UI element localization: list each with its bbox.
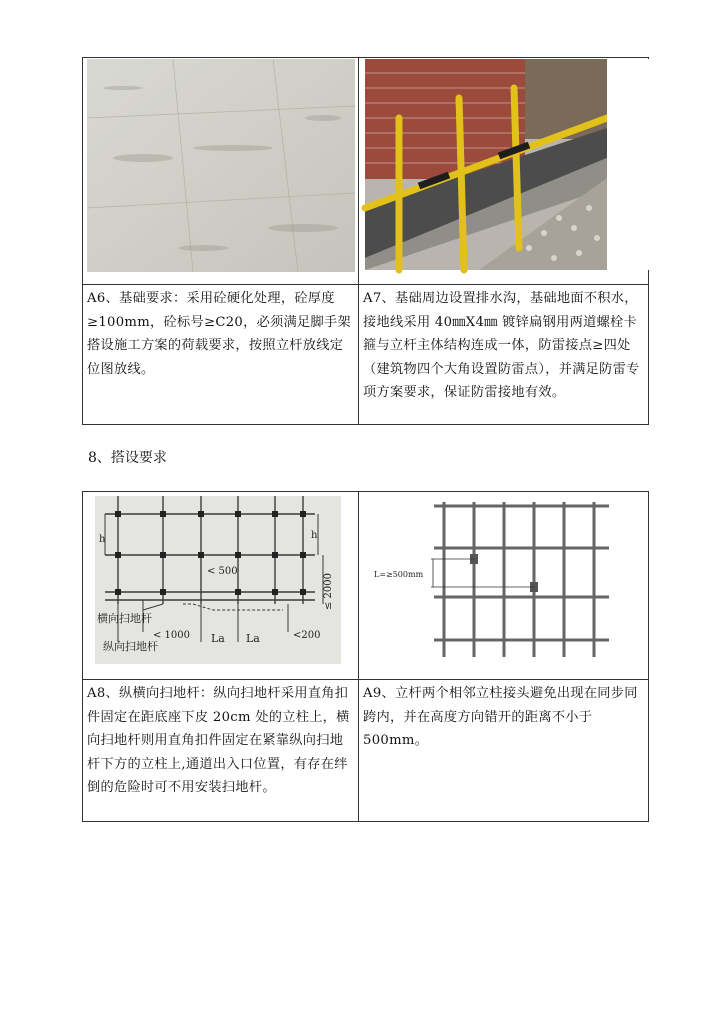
diagram-a8-lt500: < 500 — [207, 566, 238, 577]
a9-text: A9、立杆两个相邻立柱接头避免出现在同步同跨内，并在高度方向错开的距离不小于500mm。 — [363, 686, 638, 749]
diagram-a8-lt1000: < 1000 — [153, 630, 191, 641]
diagram-a8-la-1: La — [211, 632, 225, 645]
diagram-a8-la-2: La — [246, 632, 260, 645]
diagram-a8-lt200: <200 — [293, 630, 321, 641]
diagram-a8-h-left: h — [99, 534, 106, 545]
pole-joint-diagram — [359, 492, 649, 679]
section-heading: 8、搭设要求 — [88, 450, 167, 466]
a9-cell — [359, 680, 649, 822]
scaffold-drainage-photo-cell — [359, 58, 649, 285]
a7-text: A7、基础周边设置排水沟，基础地面不积水，接地线采用 40㎜Ⅹ4㎜ 镀锌扁钢用两道螺栓卡箍与立杆主体结构连成一体，防雷接点≥四处（建筑物四个大角设置防雷点），并满足防雷专项方案要求，保证防雷接地有效。 — [363, 291, 640, 401]
concrete-foundation-photo-cell — [83, 58, 359, 285]
concrete-foundation-photo — [83, 58, 359, 284]
requirements-table-2 — [82, 491, 649, 822]
scaffold-drainage-photo — [359, 58, 649, 284]
a7-cell — [359, 285, 649, 425]
sweep-rod-diagram-cell — [83, 492, 359, 680]
diagram-a8-h-right: h — [311, 530, 318, 541]
a6-text: A6、基础要求：采用砼硬化处理，砼厚度≥100mm，砼标号≥C20，必须满足脚手架搭设施工方案的荷载要求，按照立杆放线定位图放线。 — [87, 291, 351, 377]
diagram-a9-500mm-label: L=≥500mm — [374, 570, 424, 579]
a6-cell — [83, 285, 359, 425]
sweep-rod-diagram — [83, 492, 359, 679]
pole-joint-diagram-cell — [359, 492, 649, 680]
a8-text: A8、纵横向扫地杆：纵向扫地杆采用直角扣件固定在距底座下皮 20cm 处的立柱上，横向扫地杆则用直角扣件固定在紧靠纵向扫地杆下方的立柱上,通道出入口位置，有存在绊倒的危险时可不用安装扫地杆。 — [87, 686, 350, 796]
diagram-a8-transverse-label: 横向扫地杆 — [97, 612, 152, 625]
diagram-a8-le2000: ≤ 2000 — [323, 572, 334, 610]
diagram-a8-longitudinal-label: 纵向扫地杆 — [103, 640, 158, 653]
a8-cell — [83, 680, 359, 822]
requirements-table-1 — [82, 57, 649, 425]
